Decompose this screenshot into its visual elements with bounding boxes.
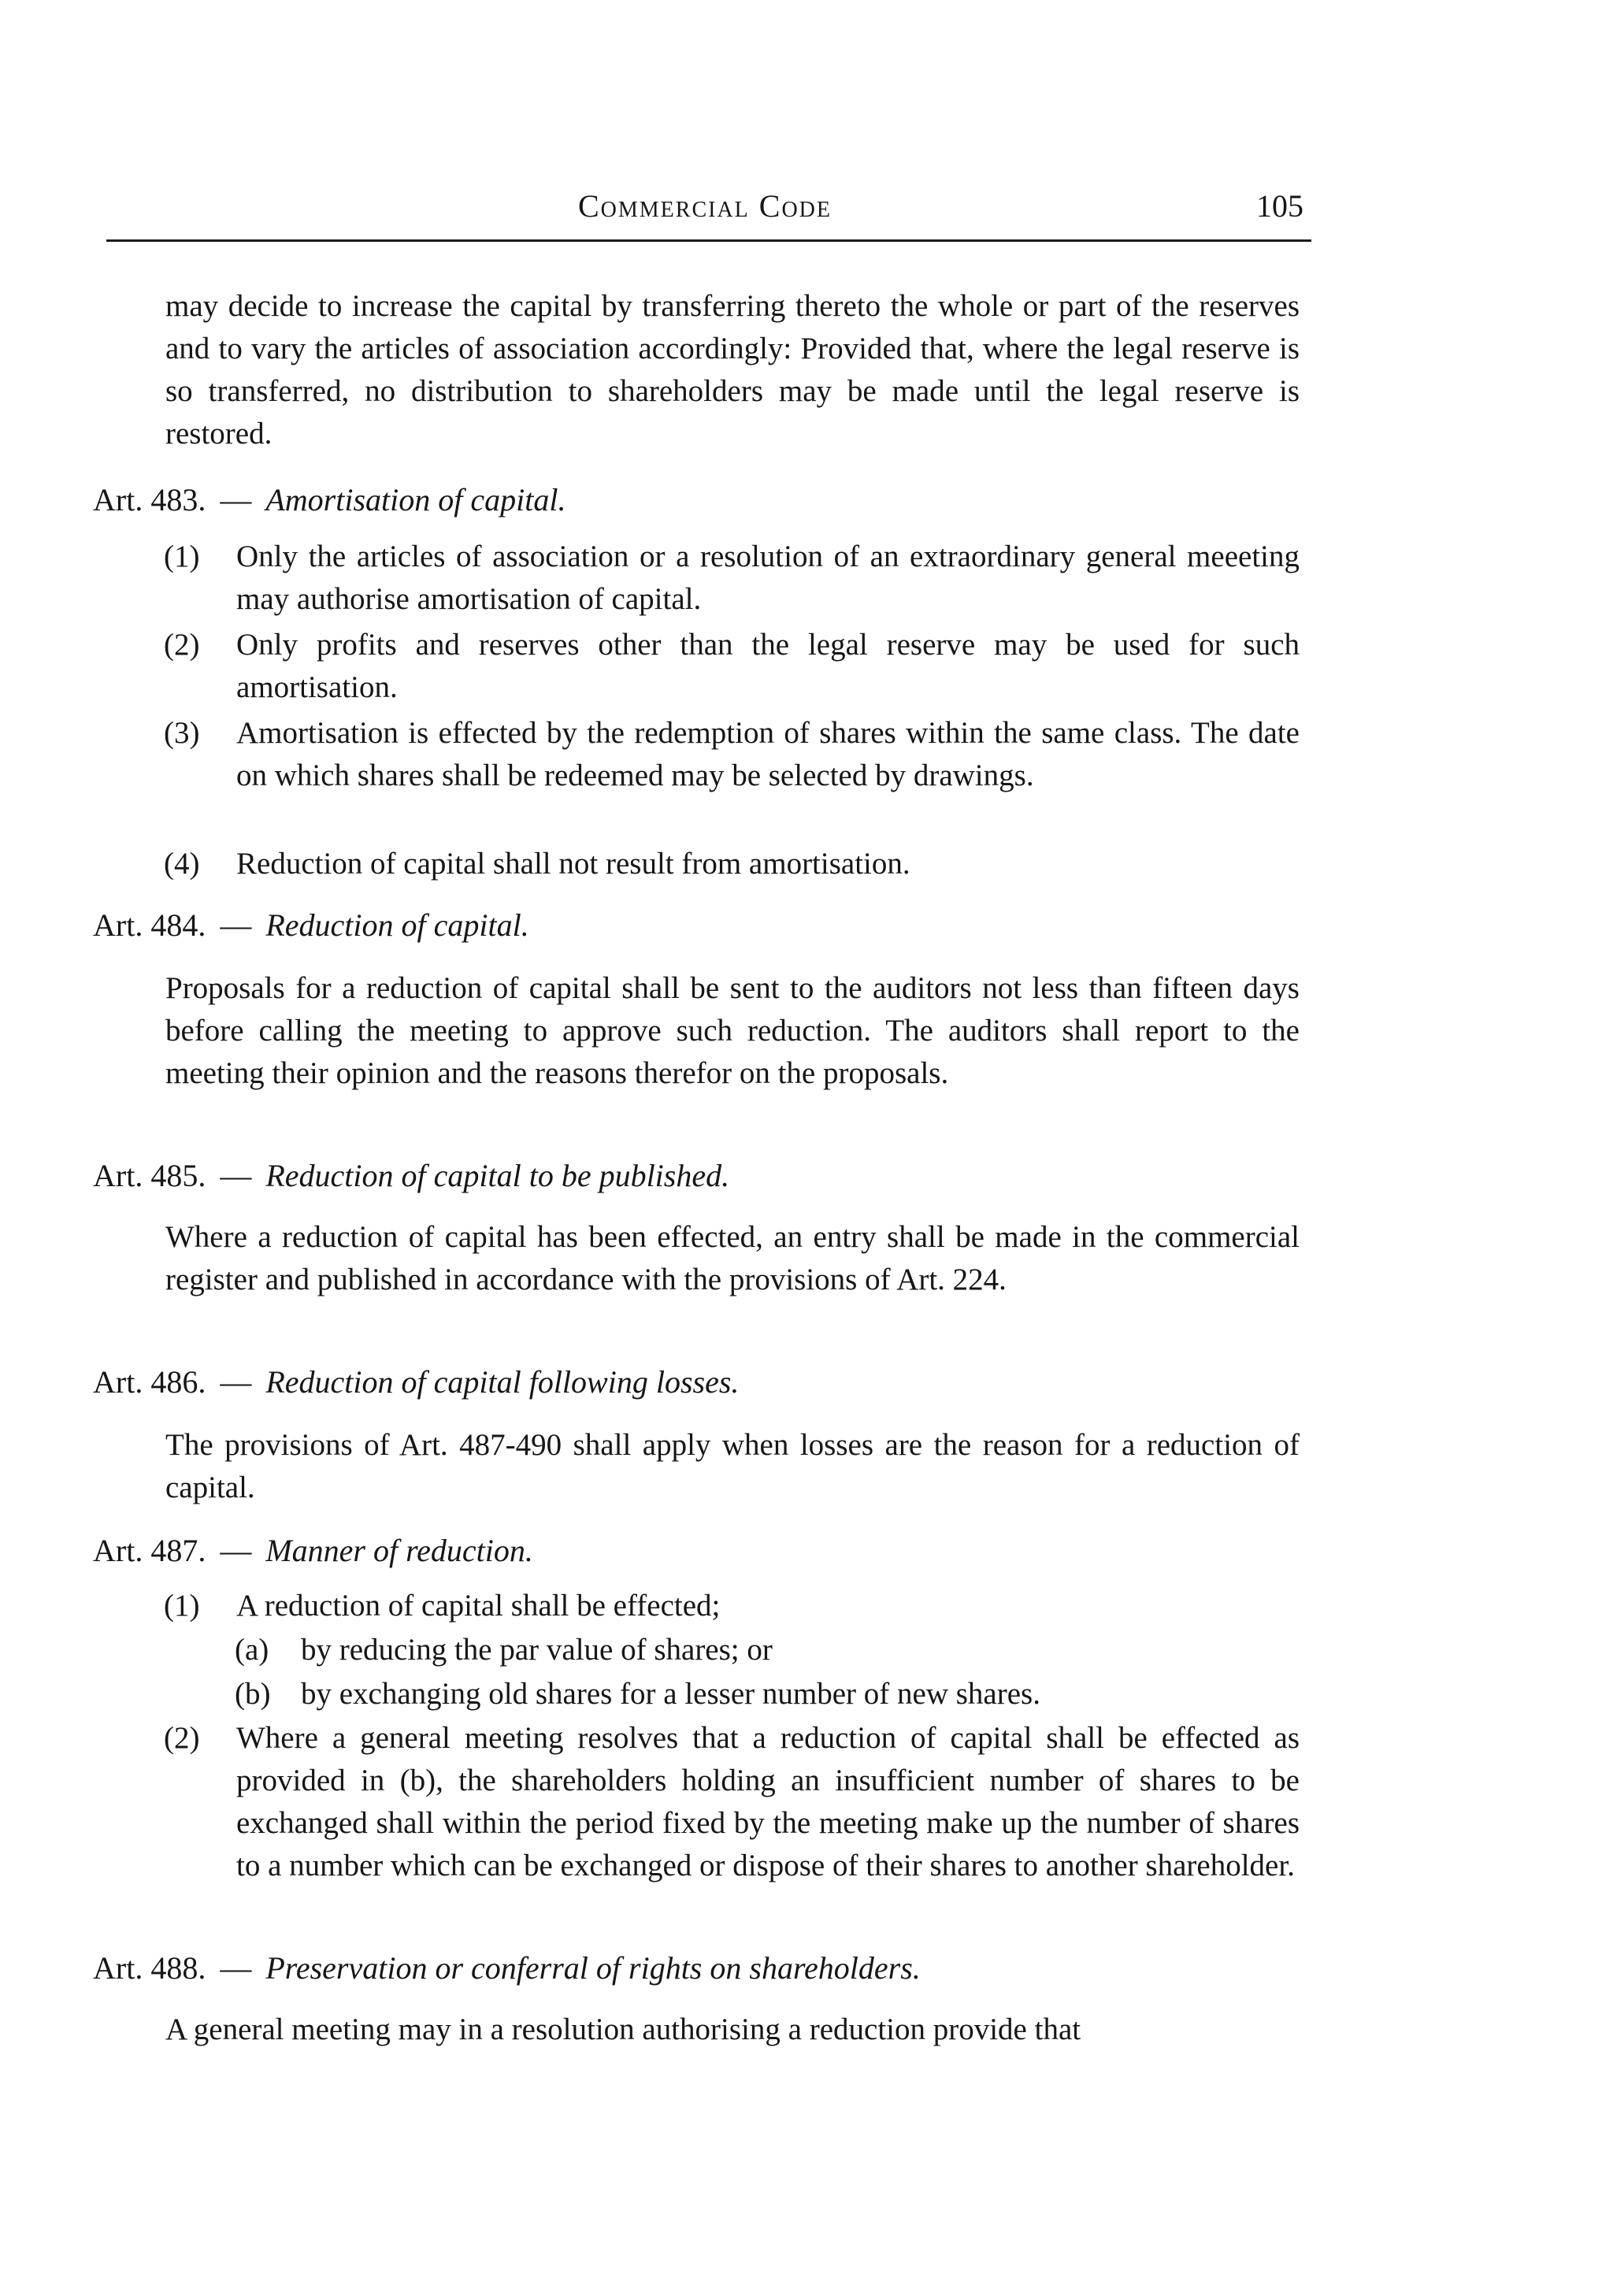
- subclause-487-a: [235, 1629, 1300, 1671]
- clause-483-4: [164, 843, 1300, 885]
- article-number: Art. 488.: [93, 1950, 206, 1986]
- article-title: Reduction of capital following losses.: [265, 1364, 740, 1400]
- article-title: Amortisation of capital.: [265, 482, 566, 517]
- clause-483-1: [164, 536, 1300, 621]
- clause-text: Where a general meeting resolves that a reduction of capital shall be effected as provided in (b), the shareholders holding an insufficient number of shares to be exchanged shall within the period fixed by the meeting make up the number of shares to a number which can be exchanged or dispose of their shares to another shareholder.: [236, 1721, 1300, 1882]
- article-title: Reduction of capital.: [265, 907, 529, 943]
- article-heading-488: [93, 1947, 921, 1990]
- clause-text: Only profits and reserves other than the legal reserve may be used for such amortisation.: [236, 628, 1300, 704]
- article-title: Reduction of capital to be published.: [265, 1158, 730, 1193]
- article-title: Manner of reduction.: [265, 1533, 533, 1568]
- article-484-body: Proposals for a reduction of capital shall be sent to the auditors not less than fifteen days before calling the meeting to approve such reduction. The auditors shall report to the meeting their opinion and the reasons therefor on the proposals.: [165, 971, 1300, 1090]
- article-heading-487: [93, 1530, 533, 1572]
- subclause-letter: (a): [235, 1633, 269, 1667]
- clause-number: (2): [164, 1721, 200, 1755]
- clause-number: (4): [164, 847, 200, 881]
- article-dash: —: [220, 1533, 252, 1568]
- article-dash: —: [220, 482, 252, 517]
- article-number: Art. 484.: [93, 907, 206, 943]
- article-heading-483: [93, 479, 565, 521]
- clause-483-2: [164, 624, 1300, 709]
- clause-text: Only the articles of association or a resolution of an extraordinary general meeeting may authorise amortisation of capital.: [236, 540, 1300, 616]
- subclause-text: by exchanging old shares for a lesser number of new shares.: [301, 1677, 1040, 1711]
- article-heading-485: [93, 1155, 729, 1197]
- clause-text: A reduction of capital shall be effected;: [236, 1589, 721, 1623]
- header-title: Commercial Code: [577, 188, 832, 224]
- article-488-body: A general meeting may in a resolution authorising a reduction provide that: [165, 2012, 1081, 2046]
- subclause-487-b: [235, 1673, 1300, 1716]
- clause-text: Reduction of capital shall not result from amortisation.: [236, 847, 910, 881]
- intro-paragraph: may decide to increase the capital by transferring thereto the whole or part of the reserves and to vary the articles of association accordingly: Provided that, where the legal reserve is so transferred, no distribution to shareholders may be made until the legal reserve is restored.: [165, 289, 1300, 451]
- page-number: 105: [1256, 188, 1303, 224]
- running-header: [106, 187, 1303, 238]
- article-number: Art. 485.: [93, 1158, 206, 1193]
- subclause-letter: (b): [235, 1677, 271, 1711]
- article-title: Preservation or conferral of rights on shareholders.: [265, 1950, 921, 1986]
- article-486-body: The provisions of Art. 487-490 shall apply when losses are the reason for a reduction of capital.: [165, 1428, 1300, 1504]
- header-rule: [106, 239, 1311, 242]
- article-dash: —: [220, 1158, 252, 1193]
- subclause-text: by reducing the par value of shares; or: [301, 1633, 773, 1667]
- article-heading-486: [93, 1361, 739, 1404]
- article-number: Art. 483.: [93, 482, 206, 517]
- clause-number: (1): [164, 1589, 200, 1623]
- clause-487-1: [164, 1585, 1300, 1627]
- clause-number: (1): [164, 540, 200, 573]
- clause-number: (2): [164, 628, 200, 662]
- article-dash: —: [220, 1950, 252, 1986]
- article-485-body: Where a reduction of capital has been effected, an entry shall be made in the commercial register and published in accordance with the provisions of Art. 224.: [165, 1220, 1300, 1296]
- clause-text: Amortisation is effected by the redemption of shares within the same class. The date on which shares shall be redeemed may be selected by drawings.: [236, 716, 1300, 792]
- article-heading-484: [93, 904, 529, 947]
- clause-483-3: [164, 712, 1300, 797]
- article-dash: —: [220, 1364, 252, 1400]
- clause-487-2: [164, 1717, 1300, 1887]
- clause-number: (3): [164, 716, 200, 750]
- article-number: Art. 487.: [93, 1533, 206, 1568]
- article-number: Art. 486.: [93, 1364, 206, 1400]
- article-dash: —: [220, 907, 252, 943]
